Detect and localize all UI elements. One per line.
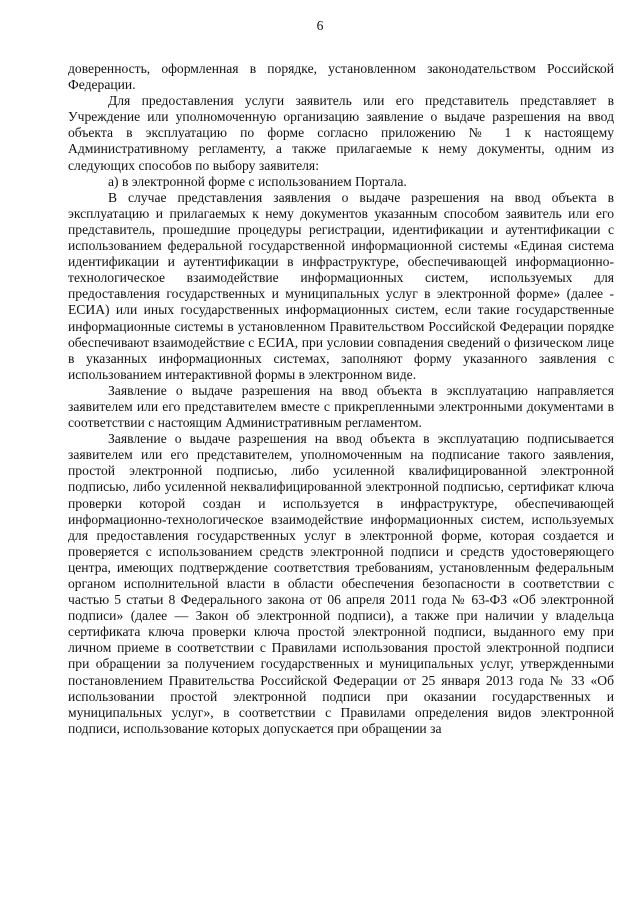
document-body [68,61,614,737]
paragraph-application-sending: Заявление о выдаче разрешения на ввод объекта в эксплуатацию направляется заявителем или его представителем вместе с прикрепленными электронными документами в соответствии с настоящим Административным регламентом. [68,382,614,431]
page-number: 6 [316,18,324,33]
paragraph-electronic-signature: Заявление о выдаче разрешения на ввод объекта в эксплуатацию подписывается заявителем или его представителем, уполномоченным на подписание такого заявления, простой электронной подписью, либо усиленной квалифицированной электронной подписью, либо усиленной неквалифицированной электронной подписью, сертификат ключа проверки которой создан и используется в инфраструктуре, обеспечивающей информационно-технологическое взаимодействие информационных систем, используемых для предоставления государственных услуг в электронной форме, которая создается и проверяется с использованием средств электронной подписи и средств удостоверяющего центра, имеющих подтверждение соответствия требованиям, установленным федеральным органом исполнительной власти в области обеспечения безопасности в соответствии с частью 5 статьи 8 Федерального закона от 06 апреля 2011 года № 63-ФЗ «Об электронной подписи» (далее — Закон об электронной подписи), а также при наличии у владельца сертификата ключа проверки ключа простой электронной подписи, выданного ему при личном приеме в соответствии с Правилами использования простой электронной подписи при обращении за получением государственных и муниципальных услуг, утвержденными постановлением Правительства Российской Федерации от 25 января 2013 года № 33 «Об использовании простой электронной подписи при оказании государственных и муниципальных услуг», в соответствии с Правилами определения видов электронной подписи, использование которых допускается при обращении за [68,431,614,736]
paragraph-continuation: доверенность, оформленная в порядке, установленном законодательством Российской Федерации. [68,61,614,93]
paragraph-portal-option: а) в электронной форме с использованием Портала. [108,173,407,189]
paragraph-esia-authentication: В случае представления заявления о выдаче разрешения на ввод объекта в эксплуатацию и прилагаемых к нему документов указанным способом заявитель или его представитель, прошедшие процедуры регистрации, идентификации и аутентификации с использованием федеральной государственной информационной системы «Единая система идентификации и аутентификации в инфраструктуре, обеспечивающей информационно-технологическое взаимодействие информационных систем, используемых для предоставления государственных и муниципальных услуг в электронной форме» (далее - ЕСИА) или иных государственных информационных систем, если такие государственные информационные системы в установленном Правительством Российской Федерации порядке обеспечивают взаимодействие с ЕСИА, при условии совпадения сведений о физическом лице в указанных информационных системах, заполняют форму указанного заявления с использованием интерактивной формы в электронном виде. [68,189,614,382]
paragraph-submission-methods: Для предоставления услуги заявитель или его представитель представляет в Учреждение или уполномоченную организацию заявление о выдаче разрешения на ввод объекта в эксплуатацию по форме согласно приложению № 1 к настоящему Административному регламенту, а также прилагаемые к нему документы, одним из следующих способов по выбору заявителя: [68,93,614,173]
